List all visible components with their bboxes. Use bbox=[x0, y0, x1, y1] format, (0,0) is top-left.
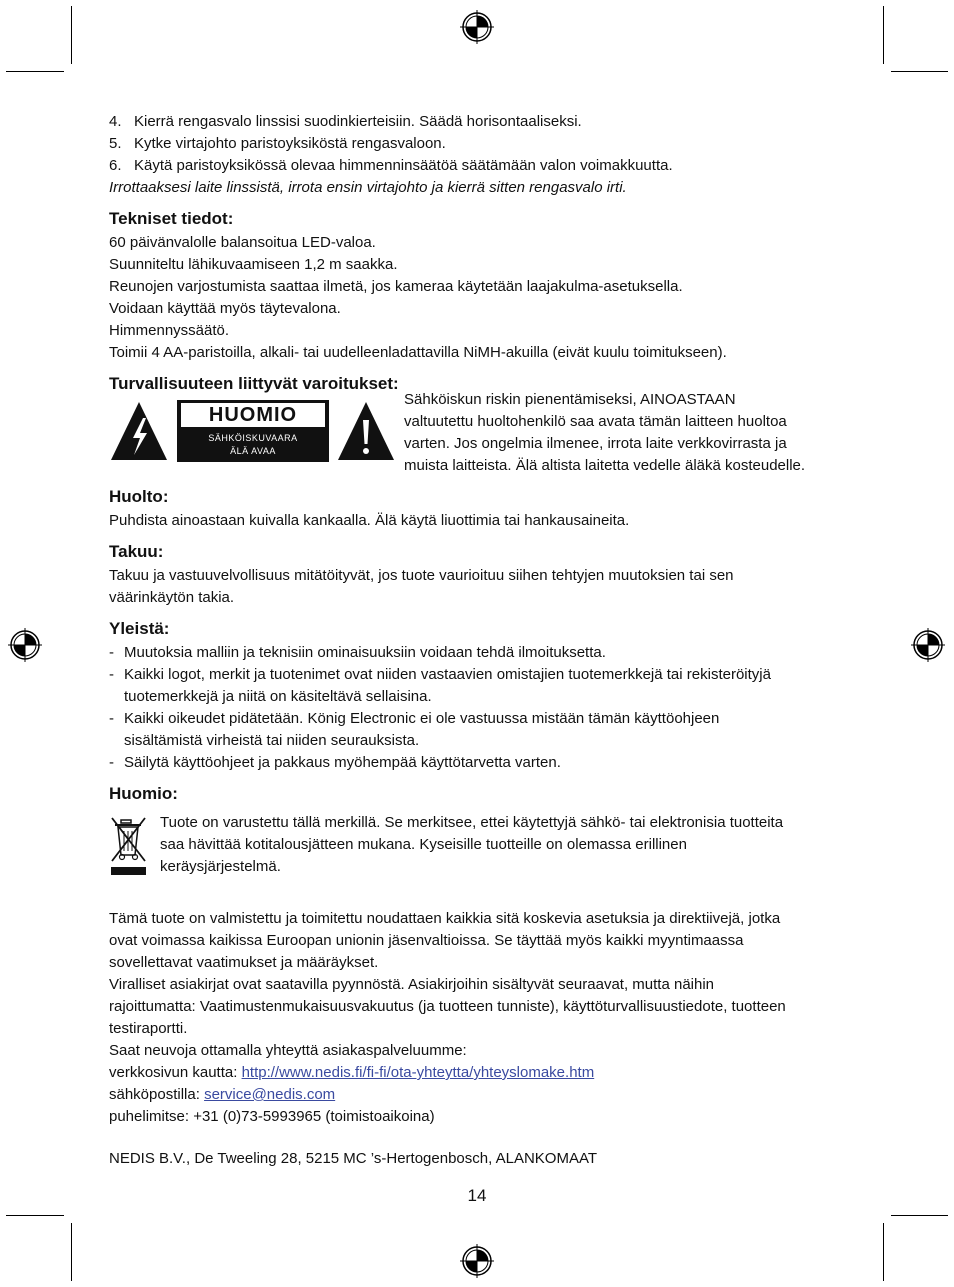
crop-mark bbox=[891, 71, 948, 72]
list-dash: - bbox=[109, 666, 114, 683]
list-line: Kaikki oikeudet pidätetään. König Electronic ei ole vastuussa mistään tämän käyttöohjeen bbox=[124, 710, 720, 727]
compliance-line: sovellettavat vaatimukset ja määräykset. bbox=[109, 954, 379, 971]
list-line: Kaikki logot, merkit ja tuotenimet ovat niiden vastaavien omistajien tuotemerkkejä tai rekisteröityjä bbox=[124, 666, 771, 683]
electric-shock-warning-icon bbox=[109, 400, 169, 462]
compliance-text bbox=[109, 908, 849, 1170]
email-contact bbox=[109, 1084, 849, 1106]
warranty-heading: Takuu: bbox=[109, 542, 164, 561]
registration-mark-icon bbox=[460, 1244, 494, 1278]
tech-line: Himmennyssäätö. bbox=[109, 322, 230, 339]
safety-warning bbox=[109, 391, 849, 477]
compliance-line: rajoittumatta: Vaatimustenmukaisuusvakuutus (ja tuotteen tunniste), käyttöturvallisuustiedote, tuotteen bbox=[109, 998, 786, 1015]
list-dash: - bbox=[109, 644, 114, 661]
warranty-line: väärinkäytön takia. bbox=[109, 589, 235, 606]
email-label: sähköpostilla: bbox=[109, 1086, 205, 1103]
safety-text bbox=[404, 389, 805, 477]
weee-icon-wrap bbox=[109, 815, 160, 884]
tech-line: Reunojen varjostumista saattaa ilmetä, jos kameraa käytetään laajakulma-asetuksella. bbox=[109, 278, 683, 295]
list-item bbox=[109, 752, 849, 774]
crop-mark bbox=[883, 6, 884, 64]
maintenance-heading: Huolto: bbox=[109, 487, 169, 506]
list-item bbox=[109, 664, 849, 708]
caution-label bbox=[177, 400, 329, 462]
caution-line: ÄLÄ AVAA bbox=[230, 446, 276, 456]
step-text: Kierrä rengasvalo linssisi suodinkierteisiin. Säädä horisontaaliseksi. bbox=[134, 113, 582, 130]
list-item bbox=[109, 642, 849, 664]
tech-line: Toimii 4 AA-paristoilla, alkali- tai uudelleenladattavilla NiMH-akuilla (eivät kuulu toimitukseen). bbox=[109, 344, 727, 361]
compliance-line: ovat voimassa kaikissa Euroopan unionin jäsenvaltioissa. Se täyttää myös kaikki myyntimaassa bbox=[109, 932, 744, 949]
general-heading: Yleistä: bbox=[109, 619, 170, 638]
list-item bbox=[109, 155, 849, 177]
tech-line: Voidaan käyttää myös täytevalona. bbox=[109, 300, 341, 317]
caution-title: HUOMIO bbox=[181, 403, 325, 427]
tech-specs bbox=[109, 232, 849, 364]
compliance-line: Tämä tuote on valmistettu ja toimitettu noudattaen kaikkia sitä koskevia asetuksia ja direktiivejä, jotka bbox=[109, 910, 781, 927]
crop-mark bbox=[6, 71, 64, 72]
web-label: verkkosivun kautta: bbox=[109, 1064, 242, 1081]
safety-line: Sähköiskun riskin pienentämiseksi, AINOASTAAN bbox=[404, 391, 736, 408]
compliance-line: Saat neuvoja ottamalla yhteyttä asiakaspalveluumme: bbox=[109, 1042, 467, 1059]
crossed-bin-icon bbox=[109, 815, 149, 877]
list-line: tuotemerkkejä ja niitä on käsiteltävä sellaisina. bbox=[124, 688, 432, 705]
web-contact bbox=[109, 1062, 849, 1084]
general-list bbox=[109, 642, 849, 774]
warranty-text bbox=[109, 565, 849, 609]
registration-mark-icon bbox=[911, 628, 945, 662]
maintenance-text: Puhdista ainoastaan kuivalla kankaalla. Älä käytä liuottimia tai hankausaineita. bbox=[109, 512, 630, 529]
step-text: Käytä paristoyksikössä olevaa himmenninsäätöä säätämään valon voimakkuutta. bbox=[134, 157, 673, 174]
step-number: 5. bbox=[109, 135, 122, 152]
notice-line: keräysjärjestelmä. bbox=[160, 858, 281, 875]
list-line: Säilytä käyttöohjeet ja pakkaus myöhempää käyttötarvetta varten. bbox=[124, 754, 561, 771]
crop-mark bbox=[71, 6, 72, 64]
notice-line: saa hävittää kotitalousjätteen mukana. Kyseisille tuotteille on olemassa erillinen bbox=[160, 836, 687, 853]
safety-line: valtuutettu huoltohenkilö saa avata tämän laitteen huoltoa bbox=[404, 413, 787, 430]
notice-heading: Huomio: bbox=[109, 784, 178, 803]
step-number: 6. bbox=[109, 157, 122, 174]
company-address: NEDIS B.V., De Tweeling 28, 5215 MC ’s-Hertogenbosch, ALANKOMAAT bbox=[109, 1150, 598, 1167]
contact-form-link[interactable]: http://www.nedis.fi/fi-fi/ota-yhteytta/yhteyslomake.htm bbox=[241, 1064, 595, 1081]
compliance-line: Viralliset asiakirjat ovat saatavilla pyynnöstä. Asiakirjoihin sisältyvät seuraavat, mutta näihin bbox=[109, 976, 715, 993]
tech-heading: Tekniset tiedot: bbox=[109, 209, 234, 228]
safety-line: muista laitteista. Älä altista laitetta vedelle äläkä kosteudelle. bbox=[404, 457, 806, 474]
crop-mark bbox=[71, 1223, 72, 1281]
steps-note: Irrottaaksesi laite linssistä, irrota ensin virtajohto ja kierrä sitten rengasvalo irti. bbox=[109, 179, 627, 196]
phone-contact: puhelimitse: +31 (0)73-5993965 (toimistoaikoina) bbox=[109, 1108, 435, 1125]
caution-line: SÄHKÖISKUVAARA bbox=[208, 433, 298, 443]
crop-mark bbox=[883, 1223, 884, 1281]
notice-text bbox=[160, 812, 783, 884]
weee-notice bbox=[109, 815, 849, 884]
tech-line: 60 päivänvalolle balansoitua LED-valoa. bbox=[109, 234, 376, 251]
safety-heading: Turvallisuuteen liittyvät varoitukset: bbox=[109, 374, 399, 393]
list-dash: - bbox=[109, 710, 114, 727]
notice-line: Tuote on varustettu tällä merkillä. Se merkitsee, ettei käytettyjä sähkö- tai elektronisia tuotteita bbox=[160, 814, 784, 831]
steps-list bbox=[109, 111, 849, 199]
crop-mark bbox=[891, 1215, 948, 1216]
compliance-line: testiraportti. bbox=[109, 1020, 188, 1037]
registration-mark-icon bbox=[460, 10, 494, 44]
page-content bbox=[109, 111, 849, 1170]
safety-line: varten. Jos ongelmia ilmenee, irrota laite verkkovirrasta ja bbox=[404, 435, 787, 452]
list-item bbox=[109, 111, 849, 133]
email-link[interactable]: service@nedis.com bbox=[204, 1086, 336, 1103]
list-dash: - bbox=[109, 754, 114, 771]
safety-icons bbox=[109, 397, 404, 477]
list-item bbox=[109, 133, 849, 155]
warranty-line: Takuu ja vastuuvelvollisuus mitätöityvät, jos tuote vaurioituu siihen tehtyjen muutoksien tai sen bbox=[109, 567, 734, 584]
page-number: 14 bbox=[467, 1186, 487, 1205]
list-line: sisältämistä virheistä tai niiden seurauksista. bbox=[124, 732, 420, 749]
exclamation-warning-icon bbox=[336, 400, 396, 462]
list-item bbox=[109, 708, 849, 752]
crop-mark bbox=[6, 1215, 64, 1216]
step-number: 4. bbox=[109, 113, 122, 130]
registration-mark-icon bbox=[8, 628, 42, 662]
tech-line: Suunniteltu lähikuvaamiseen 1,2 m saakka. bbox=[109, 256, 398, 273]
list-line: Muutoksia malliin ja teknisiin ominaisuuksiin voidaan tehdä ilmoituksetta. bbox=[124, 644, 606, 661]
step-text: Kytke virtajohto paristoyksiköstä rengasvaloon. bbox=[134, 135, 446, 152]
